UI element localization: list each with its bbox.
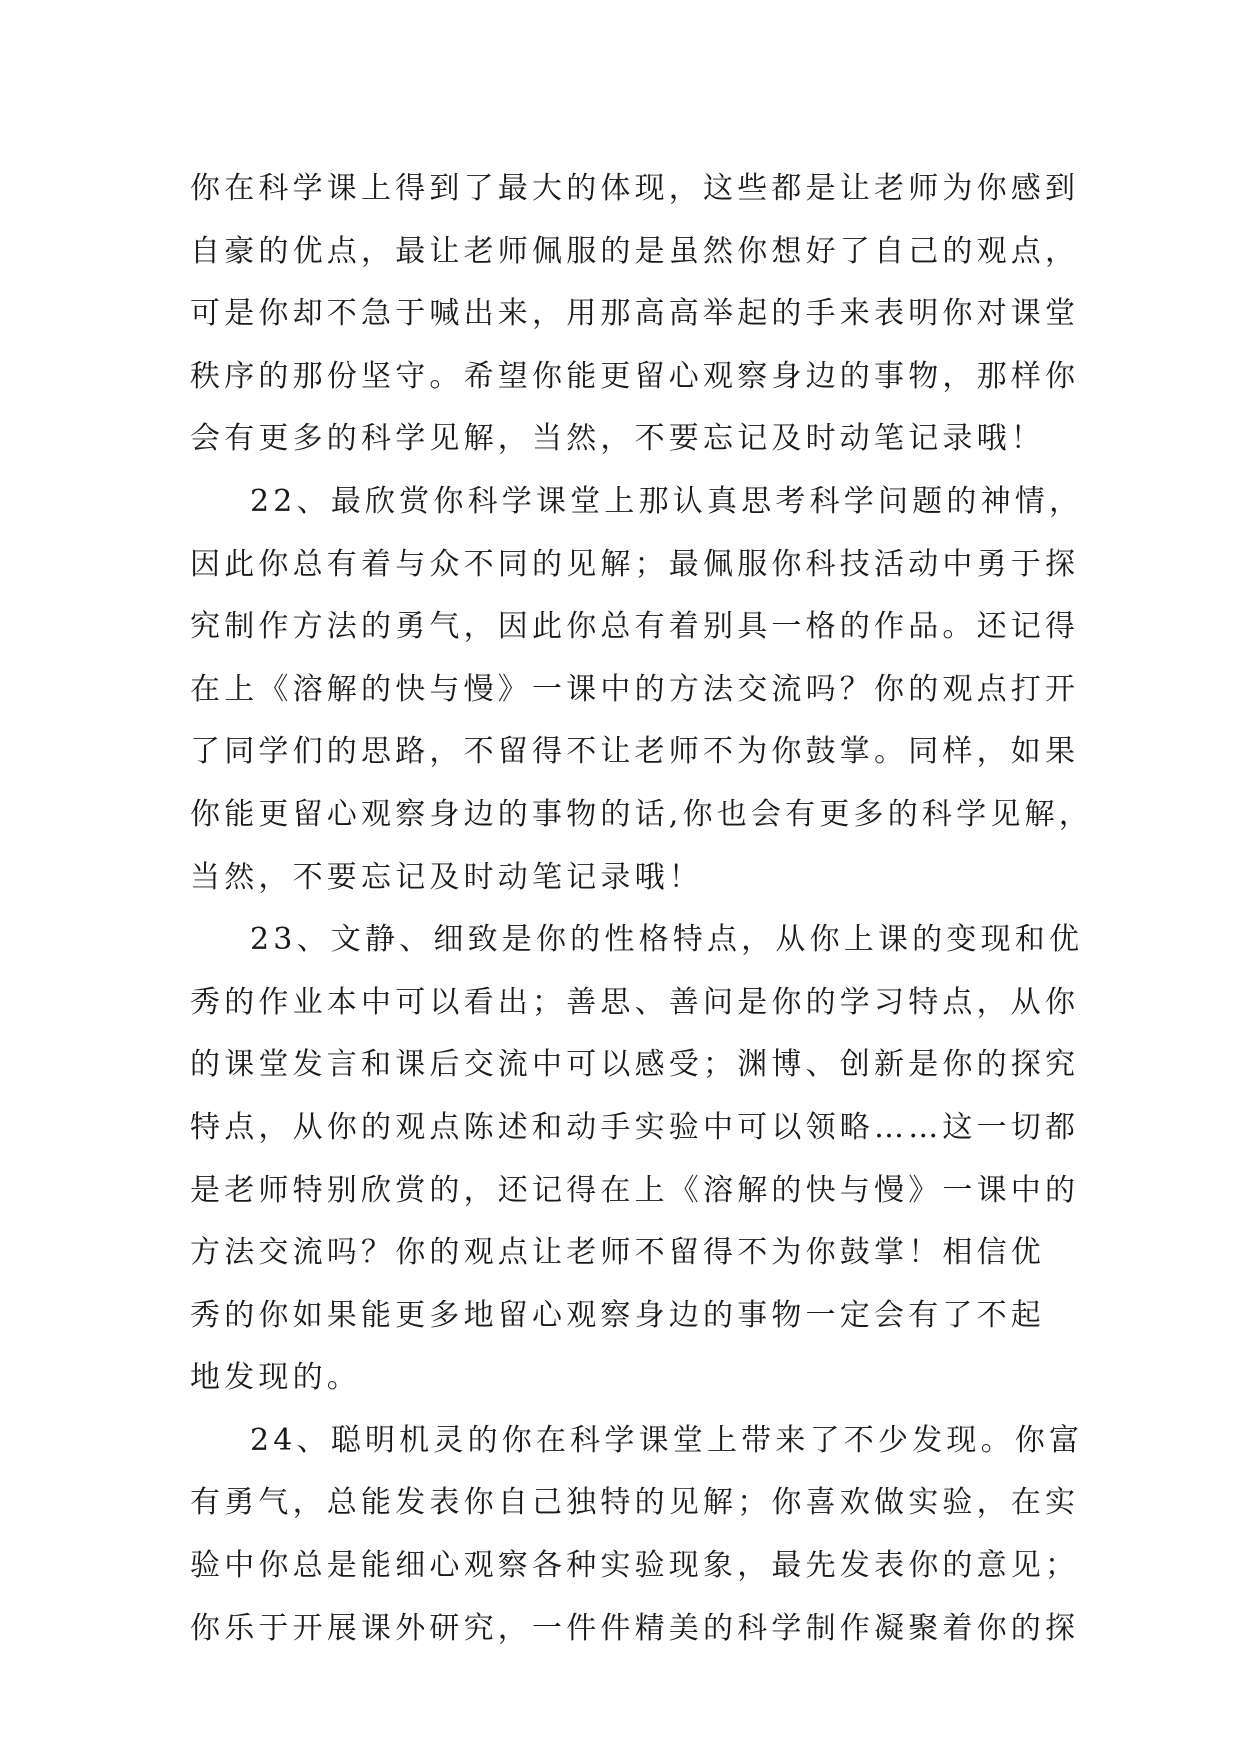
text-line: 了同学们的思路，不留得不让老师不为你鼓掌。同样，如果 [190, 734, 1080, 770]
body-text [190, 158, 1093, 1660]
text-line: 因此你总有着与众不同的见解；最佩服你科技活动中勇于探 [190, 546, 1080, 582]
text-line: 验中你总是能细心观察各种实验现象，最先发表你的意见； [190, 1548, 1080, 1584]
text-line: 地发现的。 [190, 1360, 361, 1396]
text-line: 你乐于开展课外研究，一件件精美的科学制作凝聚着你的探 [190, 1610, 1080, 1646]
text-line: 自豪的优点，最让老师佩服的是虽然你想好了自己的观点， [190, 233, 1080, 269]
text-line: 在上《溶解的快与慢》一课中的方法交流吗？你的观点打开 [190, 671, 1080, 707]
paragraph-23-first-line: 23、文静、细致是你的性格特点，从你上课的变现和优 [250, 922, 1084, 958]
text-line: 方法交流吗？你的观点让老师不留得不为你鼓掌！相信优 [190, 1235, 1045, 1271]
text-line: 会有更多的科学见解，当然，不要忘记及时动笔记录哦！ [190, 421, 1045, 457]
text-line: 究制作方法的勇气，因此你总有着别具一格的作品。还记得 [190, 609, 1080, 645]
text-line: 你在科学课上得到了最大的体现，这些都是让老师为你感到 [190, 171, 1080, 206]
paragraph-22-first-line: 22、最欣赏你科学课堂上那认真思考科学问题的神情， [250, 483, 1084, 519]
text-line: 当然，不要忘记及时动笔记录哦！ [190, 859, 703, 895]
text-line: 秀的作业本中可以看出；善思、善问是你的学习特点，从你 [190, 984, 1080, 1020]
text-line: 秩序的那份坚守。希望你能更留心观察身边的事物，那样你 [190, 358, 1080, 394]
text-line: 的课堂发言和课后交流中可以感受；渊博、创新是你的探究 [190, 1047, 1080, 1083]
text-line: 可是你却不急于喊出来，用那高高举起的手来表明你对课堂 [190, 296, 1080, 332]
text-line: 是老师特别欣赏的，还记得在上《溶解的快与慢》一课中的 [190, 1172, 1080, 1208]
text-line: 你能更留心观察身边的事物的话,你也会有更多的科学见解， [190, 796, 1093, 832]
text-line: 有勇气，总能发表你自己独特的见解；你喜欢做实验，在实 [190, 1485, 1080, 1521]
text-line: 特点，从你的观点陈述和动手实验中可以领略……这一切都 [190, 1109, 1080, 1145]
text-line: 秀的你如果能更多地留心观察身边的事物一定会有了不起 [190, 1297, 1045, 1333]
paragraph-24-first-line: 24、聪明机灵的你在科学课堂上带来了不少发现。你富 [250, 1422, 1084, 1458]
